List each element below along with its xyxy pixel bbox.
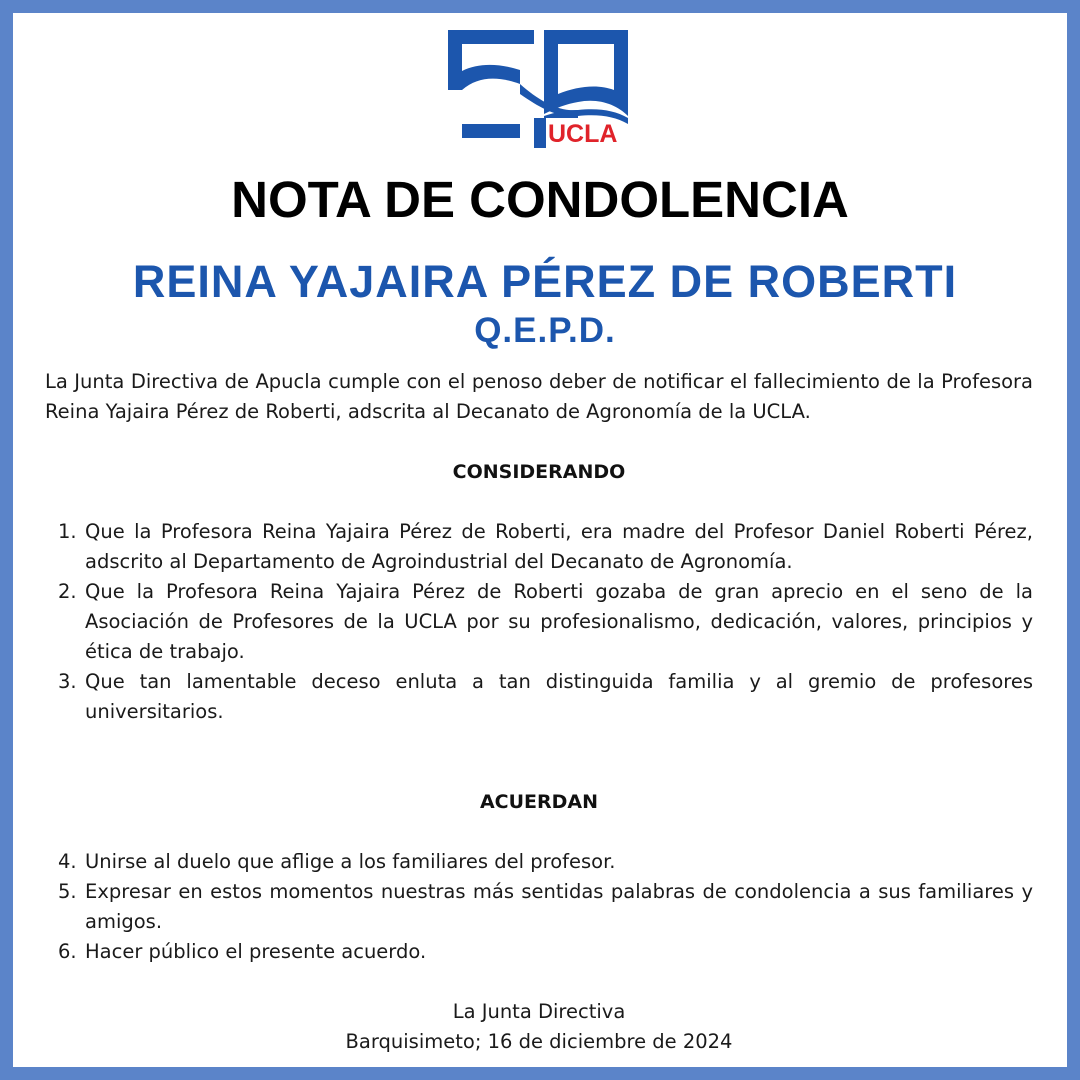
list-item-text: Hacer público el presente acuerdo. (85, 940, 427, 963)
list-item-number: 2. (58, 580, 77, 603)
qepd-label: Q.E.P.D. (474, 311, 616, 350)
considerando-list (0, 517, 1033, 727)
considerando-heading: CONSIDERANDO (452, 461, 626, 483)
acuerdan-list (0, 847, 1033, 967)
list-item-number: 5. (58, 880, 77, 903)
list-item (0, 847, 1033, 877)
signature-line: La Junta Directiva (452, 1000, 626, 1023)
logo-text: UCLA (548, 120, 618, 148)
list-item (0, 937, 1033, 967)
list-item (0, 577, 1033, 667)
list-item-text: Que tan lamentable deceso enluta a tan distinguida familia y al gremio de profesores universitarios. (85, 670, 1033, 723)
list-item-text: Unirse al duelo que aflige a los familiares del profesor. (85, 850, 616, 873)
date-line: Barquisimeto; 16 de diciembre de 2024 (345, 1030, 733, 1053)
page-title: NOTA DE CONDOLENCIA (231, 171, 849, 228)
list-item (0, 517, 1033, 577)
acuerdan-heading: ACUERDAN (479, 791, 599, 813)
intro-paragraph: La Junta Directiva de Apucla cumple con el penoso deber de notificar el fallecimiento de la Profesora Reina Yajaira Pérez de Roberti, adscrita al Decanato de Agronomía de la UCLA. (45, 370, 1033, 423)
list-item (0, 877, 1033, 937)
list-item-number: 3. (58, 670, 77, 693)
list-item-text: Expresar en estos momentos nuestras más sentidas palabras de condolencia a sus familiares y amigos. (85, 880, 1033, 933)
list-item-number: 1. (58, 520, 77, 543)
list-item-text: Que la Profesora Reina Yajaira Pérez de Roberti, era madre del Profesor Daniel Roberti Pérez, adscrito al Departamento de Agroindustrial del Decanato de Agronomía. (85, 520, 1033, 573)
list-item-number: 6. (58, 940, 77, 963)
deceased-name: REINA YAJAIRA PÉREZ DE ROBERTI (132, 256, 958, 307)
list-item (0, 667, 1033, 727)
list-item-text: Que la Profesora Reina Yajaira Pérez de Roberti gozaba de gran aprecio en el seno de la Asociación de Profesores de la UCLA por su profesionalismo, dedicación, valores, principios y ética de trabajo. (85, 580, 1033, 663)
list-item-number: 4. (58, 850, 77, 873)
